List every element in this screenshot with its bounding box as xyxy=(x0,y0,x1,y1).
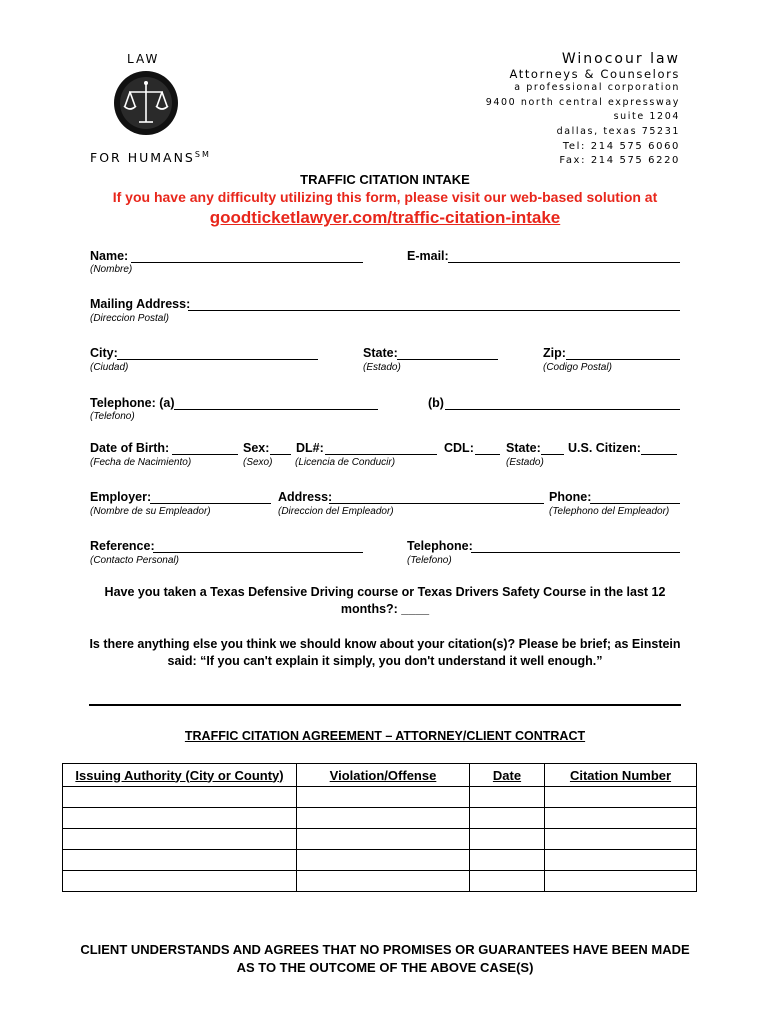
col-date: Date xyxy=(470,764,545,787)
cell[interactable] xyxy=(470,850,545,871)
cell[interactable] xyxy=(63,850,297,871)
email-input-line[interactable] xyxy=(448,262,680,263)
sex-input-line[interactable] xyxy=(270,454,291,455)
cell[interactable] xyxy=(545,808,697,829)
footer-disclaimer-line2: AS TO THE OUTCOME OF THE ABOVE CASE(S) xyxy=(236,960,534,975)
dl-state-input-line[interactable] xyxy=(541,454,564,455)
cell[interactable] xyxy=(470,787,545,808)
telephone-a-input-line[interactable] xyxy=(174,409,378,410)
cell[interactable] xyxy=(63,787,297,808)
dob-input-line[interactable] xyxy=(172,454,238,455)
cell[interactable] xyxy=(470,871,545,892)
table-row xyxy=(63,871,697,892)
cell[interactable] xyxy=(297,787,470,808)
reference-telephone-sub: (Telefono) xyxy=(407,555,452,566)
cell[interactable] xyxy=(545,871,697,892)
intake-title: TRAFFIC CITATION INTAKE xyxy=(300,172,470,187)
logo-bottom-word: FOR HUMANS℠ xyxy=(90,150,211,166)
zip-input-line[interactable] xyxy=(566,359,680,360)
name-sub: (Nombre) xyxy=(90,264,133,275)
table-row xyxy=(63,808,697,829)
col-violation: Violation/Offense xyxy=(297,764,470,787)
employer-address-sub: (Direccion del Empleador) xyxy=(278,506,394,517)
firm-tel: Tel: 214 575 6060 xyxy=(562,140,680,152)
cell[interactable] xyxy=(545,829,697,850)
city-input-line[interactable] xyxy=(117,359,318,360)
sex-sub: (Sexo) xyxy=(243,457,273,468)
mailing-input-line[interactable] xyxy=(188,310,680,311)
col-citation-number: Citation Number xyxy=(545,764,697,787)
city-label: City: xyxy=(90,346,118,360)
employer-phone-input-line[interactable] xyxy=(590,503,680,504)
mailing-sub: (Direccion Postal) xyxy=(90,313,169,324)
dob-label: Date of Birth: xyxy=(90,441,170,455)
dl-input-line[interactable] xyxy=(325,454,437,455)
employer-phone-sub: (Telephono del Empleador) xyxy=(549,506,670,517)
table-row xyxy=(63,850,697,871)
cell[interactable] xyxy=(545,787,697,808)
firm-corp: a professional corporation xyxy=(514,82,680,94)
telephone-b-input-line[interactable] xyxy=(445,409,680,410)
cell[interactable] xyxy=(297,808,470,829)
telephone-b-label: (b) xyxy=(428,396,444,410)
reference-input-line[interactable] xyxy=(153,552,363,553)
cell[interactable] xyxy=(297,829,470,850)
state-sub: (Estado) xyxy=(363,362,401,373)
city-sub: (Ciudad) xyxy=(90,362,129,373)
employer-sub: (Nombre de su Empleador) xyxy=(90,506,211,517)
telephone-a-label: Telephone: (a) xyxy=(90,396,175,410)
cell[interactable] xyxy=(63,829,297,850)
firm-address: 9400 north central expressway xyxy=(485,96,680,108)
agreement-title: TRAFFIC CITATION AGREEMENT – ATTORNEY/CLIENT CONTRACT xyxy=(184,729,586,743)
table-row xyxy=(63,787,697,808)
reference-label: Reference: xyxy=(90,539,155,553)
citizen-input-line[interactable] xyxy=(641,454,677,455)
defensive-driving-question-line2: months?: ____ xyxy=(340,602,430,616)
email-label: E-mail: xyxy=(407,249,449,263)
firm-fax: Fax: 214 575 6220 xyxy=(559,155,680,167)
name-input-line[interactable] xyxy=(131,262,363,263)
dl-state-sub: (Estado) xyxy=(506,457,544,468)
state-input-line[interactable] xyxy=(397,359,498,360)
firm-city: dallas, texas 75231 xyxy=(556,125,680,137)
reference-sub: (Contacto Personal) xyxy=(90,555,179,566)
employer-address-label: Address: xyxy=(278,490,333,504)
col-issuing-authority: Issuing Authority (City or County) xyxy=(63,764,297,787)
firm-suite: suite 1204 xyxy=(613,111,680,123)
reference-telephone-label: Telephone: xyxy=(407,539,473,553)
intake-notice: If you have any difficulty utilizing this form, please visit our web-based solution at xyxy=(112,189,658,205)
defensive-driving-question-line1: Have you taken a Texas Defensive Driving course or Texas Drivers Safety Course in the last 12 xyxy=(104,585,666,599)
mailing-label: Mailing Address: xyxy=(90,297,191,311)
anything-else-question-line1: Is there anything else you think we should know about your citation(s)? Please be brief; as Einstein xyxy=(89,637,681,651)
citation-table xyxy=(62,763,697,892)
employer-address-input-line[interactable] xyxy=(329,503,544,504)
dl-label: DL#: xyxy=(296,441,324,455)
employer-label: Employer: xyxy=(90,490,152,504)
zip-label: Zip: xyxy=(543,346,566,360)
citizen-label: U.S. Citizen: xyxy=(568,441,641,455)
cell[interactable] xyxy=(63,871,297,892)
intake-link[interactable]: goodticketlawyer.com/traffic-citation-intake xyxy=(209,208,561,227)
cell[interactable] xyxy=(470,808,545,829)
citation-table-header xyxy=(63,764,697,787)
cdl-label: CDL: xyxy=(444,441,474,455)
dl-sub: (Licencia de Conducir) xyxy=(295,457,396,468)
service-mark: SM xyxy=(194,150,211,159)
cell[interactable] xyxy=(470,829,545,850)
telephone-sub: (Telefono) xyxy=(90,411,135,422)
cdl-input-line[interactable] xyxy=(475,454,500,455)
table-row xyxy=(63,829,697,850)
footer-disclaimer-line1: CLIENT UNDERSTANDS AND AGREES THAT NO PROMISES OR GUARANTEES HAVE BEEN MADE xyxy=(80,942,690,957)
zip-sub: (Codigo Postal) xyxy=(543,362,612,373)
cell[interactable] xyxy=(63,808,297,829)
firm-name: Winocour law xyxy=(561,51,680,67)
firm-logo xyxy=(85,50,245,170)
logo-top-word: LAW xyxy=(127,52,160,66)
employer-input-line[interactable] xyxy=(150,503,271,504)
cell[interactable] xyxy=(545,850,697,871)
cell[interactable] xyxy=(297,871,470,892)
dob-sub: (Fecha de Nacimiento) xyxy=(90,457,192,468)
dl-state-label: State: xyxy=(506,441,541,455)
state-label: State: xyxy=(363,346,398,360)
employer-phone-label: Phone: xyxy=(549,490,592,504)
anything-else-question-line2: said: “If you can't explain it simply, you don't understand it well enough.” xyxy=(167,654,603,668)
section-divider xyxy=(89,704,681,706)
cell[interactable] xyxy=(297,850,470,871)
reference-telephone-input-line[interactable] xyxy=(471,552,680,553)
firm-tagline: Attorneys & Counselors xyxy=(509,66,680,81)
firm-header xyxy=(486,52,680,169)
scales-of-justice-icon xyxy=(113,70,179,136)
sex-label: Sex: xyxy=(243,441,270,455)
name-label: Name: xyxy=(90,249,129,263)
